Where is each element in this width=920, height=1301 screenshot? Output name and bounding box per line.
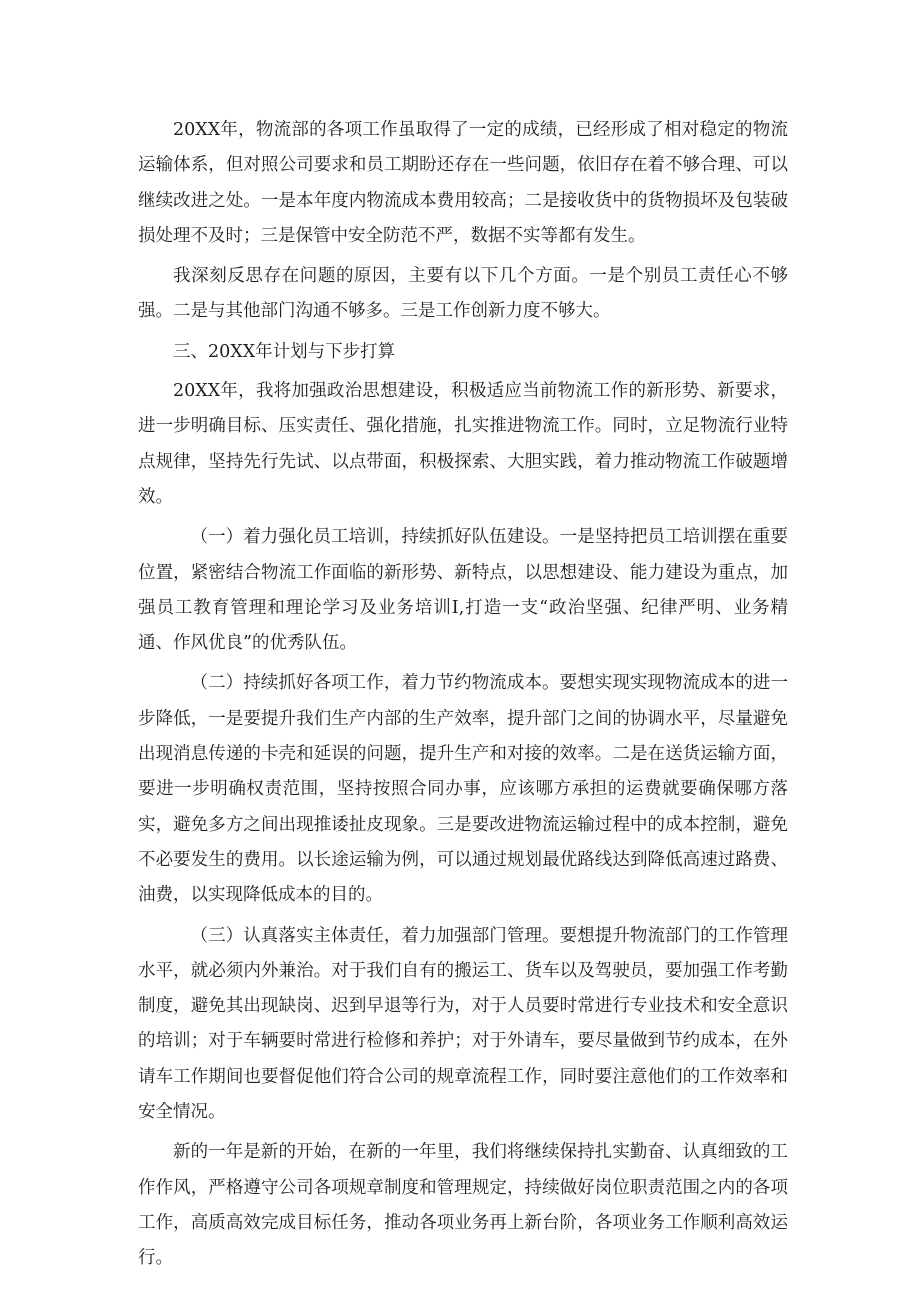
paragraph-conclusion: 新的一年是新的开始，在新的一年里，我们将继续保持扎实勤奋、认真细致的工作作风，严格遵守公司各项规章制度和管理规定，持续做好岗位职责范围之内的各项工作，高质高效完成目标任务，推动各项业务再上新台阶，各项业务工作顺利高效运行。 [138,1142,788,1269]
section-heading-plan: 三、20XX年计划与下步打算 [173,341,396,362]
document-body [138,113,788,1282]
paragraph-plan-intro: 20XX年，我将加强政治思想建设，积极适应当前物流工作的新形势、新要求，进一步明确目标、压实责任、强化措施，扎实推进物流工作。同时，立足物流行业特点规律，坚持先行先试、以点带面，积极探索、大胆实践，着力推动物流工作破题增效。 [138,381,788,507]
paragraph-plan-training: （一）着力强化员工培训，持续抓好队伍建设。一是坚持把员工培训摆在重要位置，紧密结合物流工作面临的新形势、新特点，以思想建设、能力建设为重点，加强员工教育管理和理论学习及业务培训I,打造一支“政治坚强、纪律严明、业务精通、作风优良”的优秀队伍。 [138,527,788,654]
paragraph-causes: 我深刻反思存在问题的原因，主要有以下几个方面。一是个别员工责任心不够强。二是与其他部门沟通不够多。三是工作创新力度不够大。 [138,266,788,322]
paragraph-problems: 20XX年，物流部的各项工作虽取得了一定的成绩，已经形成了相对稳定的物流运输体系，但对照公司要求和员工期盼还存在一些问题，依旧存在着不够合理、可以继续改进之处。一是本年度内物流成本费用较高；二是接收货中的货物损坏及包装破损处理不及时；三是保管中安全防范不严，数据不实等都有发生。 [138,120,788,246]
paragraph-plan-management: （三）认真落实主体责任，着力加强部门管理。要想提升物流部门的工作管理水平，就必须内外兼治。对于我们自有的搬运工、货车以及驾驶员，要加强工作考勤制度，避免其出现缺岗、迟到早退等行为，对于人员要时常进行专业技术和安全意识的培训；对于车辆要时常进行检修和养护；对于外请车，要尽量做到节约成本，在外请车工作期间也要督促他们符合公司的规章流程工作，同时要注意他们的工作效率和安全情况。 [138,925,788,1123]
paragraph-plan-cost: （二）持续抓好各项工作，着力节约物流成本。要想实现实现物流成本的进一步降低，一是要提升我们生产内部的生产效率，提升部门之间的协调水平，尽量避免出现消息传递的卡壳和延误的问题，提升生产和对接的效率。二是在送货运输方面，要进一步明确权责范围，坚持按照合同办事，应该哪方承担的运费就要确保哪方落实，避免多方之间出现推诿扯皮现象。三是要改进物流运输过程中的成本控制，避免不必要发生的费用。以长途运输为例，可以通过规划最优路线达到降低高速过路费、油费，以实现降低成本的目的。 [138,673,788,906]
